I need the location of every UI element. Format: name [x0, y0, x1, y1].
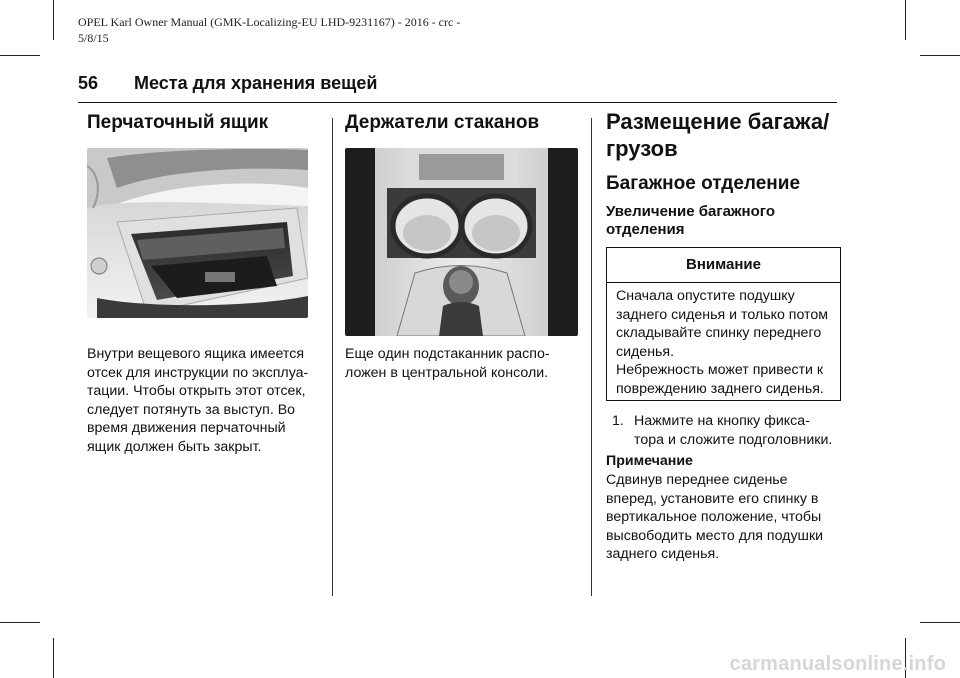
- crop-mark: [905, 0, 906, 40]
- section-heading: Перчаточный ящик: [87, 112, 269, 133]
- watermark: carmanualsonline.info: [729, 653, 946, 675]
- text-line: следует потянуть за выступ. Во: [87, 401, 296, 418]
- note-title: Примечание: [606, 453, 693, 469]
- text-line: ящик должен быть закрыт.: [87, 438, 262, 455]
- text-line: Сдвинув переднее сиденье: [606, 472, 788, 488]
- crop-mark: [53, 638, 54, 678]
- header-line: OPEL Karl Owner Manual (GMK-Localizing-EU LHD-9231167) - 2016 - crc -: [78, 15, 461, 29]
- crop-mark: [53, 0, 54, 40]
- warning-box: [606, 247, 841, 401]
- text-line: Еще один подстаканник распо-: [345, 346, 550, 362]
- text-line: Сначала опустите подушку: [616, 288, 795, 304]
- document-header: [78, 14, 460, 46]
- heading-line: Размещение багажа/: [606, 109, 830, 134]
- col2-paragraph: [345, 345, 580, 382]
- glovebox-illustration: [87, 148, 308, 318]
- step-text: [634, 412, 844, 449]
- subheading: Багажное отделение: [606, 173, 801, 194]
- crop-mark: [0, 622, 40, 623]
- main-heading: [606, 108, 829, 162]
- warning-para: [616, 287, 838, 361]
- col1-paragraph: [87, 345, 322, 456]
- header-line: 5/8/15: [78, 31, 109, 45]
- text-line: складывайте спинку переднего: [616, 325, 822, 341]
- text-line: Небрежность может привести к: [616, 362, 824, 378]
- text-line: ложен в центральной консоли.: [345, 364, 549, 381]
- text-line: отсек для инструкции по эксплуа-: [87, 364, 309, 381]
- text-line: сиденья.: [616, 343, 675, 360]
- text-line: высвободить место для подушки: [606, 527, 824, 544]
- warning-para: [616, 361, 838, 398]
- step-number: 1.: [612, 413, 624, 429]
- crop-mark: [920, 55, 960, 56]
- crop-mark: [0, 55, 40, 56]
- note-paragraph: [606, 471, 841, 564]
- text-line: вперед, установите его спинку в: [606, 490, 819, 507]
- column-divider: [332, 118, 333, 596]
- text-line: тора и сложите подголовники.: [634, 431, 833, 448]
- text-line: Внутри вещевого ящика имеется: [87, 346, 305, 362]
- text-line: тации. Чтобы открыть этот отсек,: [87, 383, 306, 399]
- page-number: 56: [78, 73, 99, 93]
- cupholder-illustration: [345, 148, 578, 336]
- crop-mark: [920, 622, 960, 623]
- text-line: заднего сиденья.: [606, 546, 720, 562]
- column-divider: [591, 118, 592, 596]
- page-title: Места для хранения вещей: [134, 73, 378, 93]
- heading-line: отделения: [606, 221, 685, 238]
- warning-title: Внимание: [607, 248, 840, 283]
- text-line: заднего сиденья и только потом: [616, 306, 829, 323]
- page-title-bar: [78, 70, 837, 103]
- section-heading: Держатели стаканов: [345, 112, 540, 133]
- text-line: вертикальное положение, чтобы: [606, 509, 822, 525]
- heading-line: грузов: [606, 136, 678, 161]
- sub-subheading: [606, 203, 775, 239]
- text-line: Нажмите на кнопку фикса-: [634, 413, 810, 429]
- heading-line: Увеличение багажного: [606, 203, 775, 220]
- text-line: время движения перчаточный: [87, 420, 286, 436]
- text-line: повреждению заднего сиденья.: [616, 380, 824, 397]
